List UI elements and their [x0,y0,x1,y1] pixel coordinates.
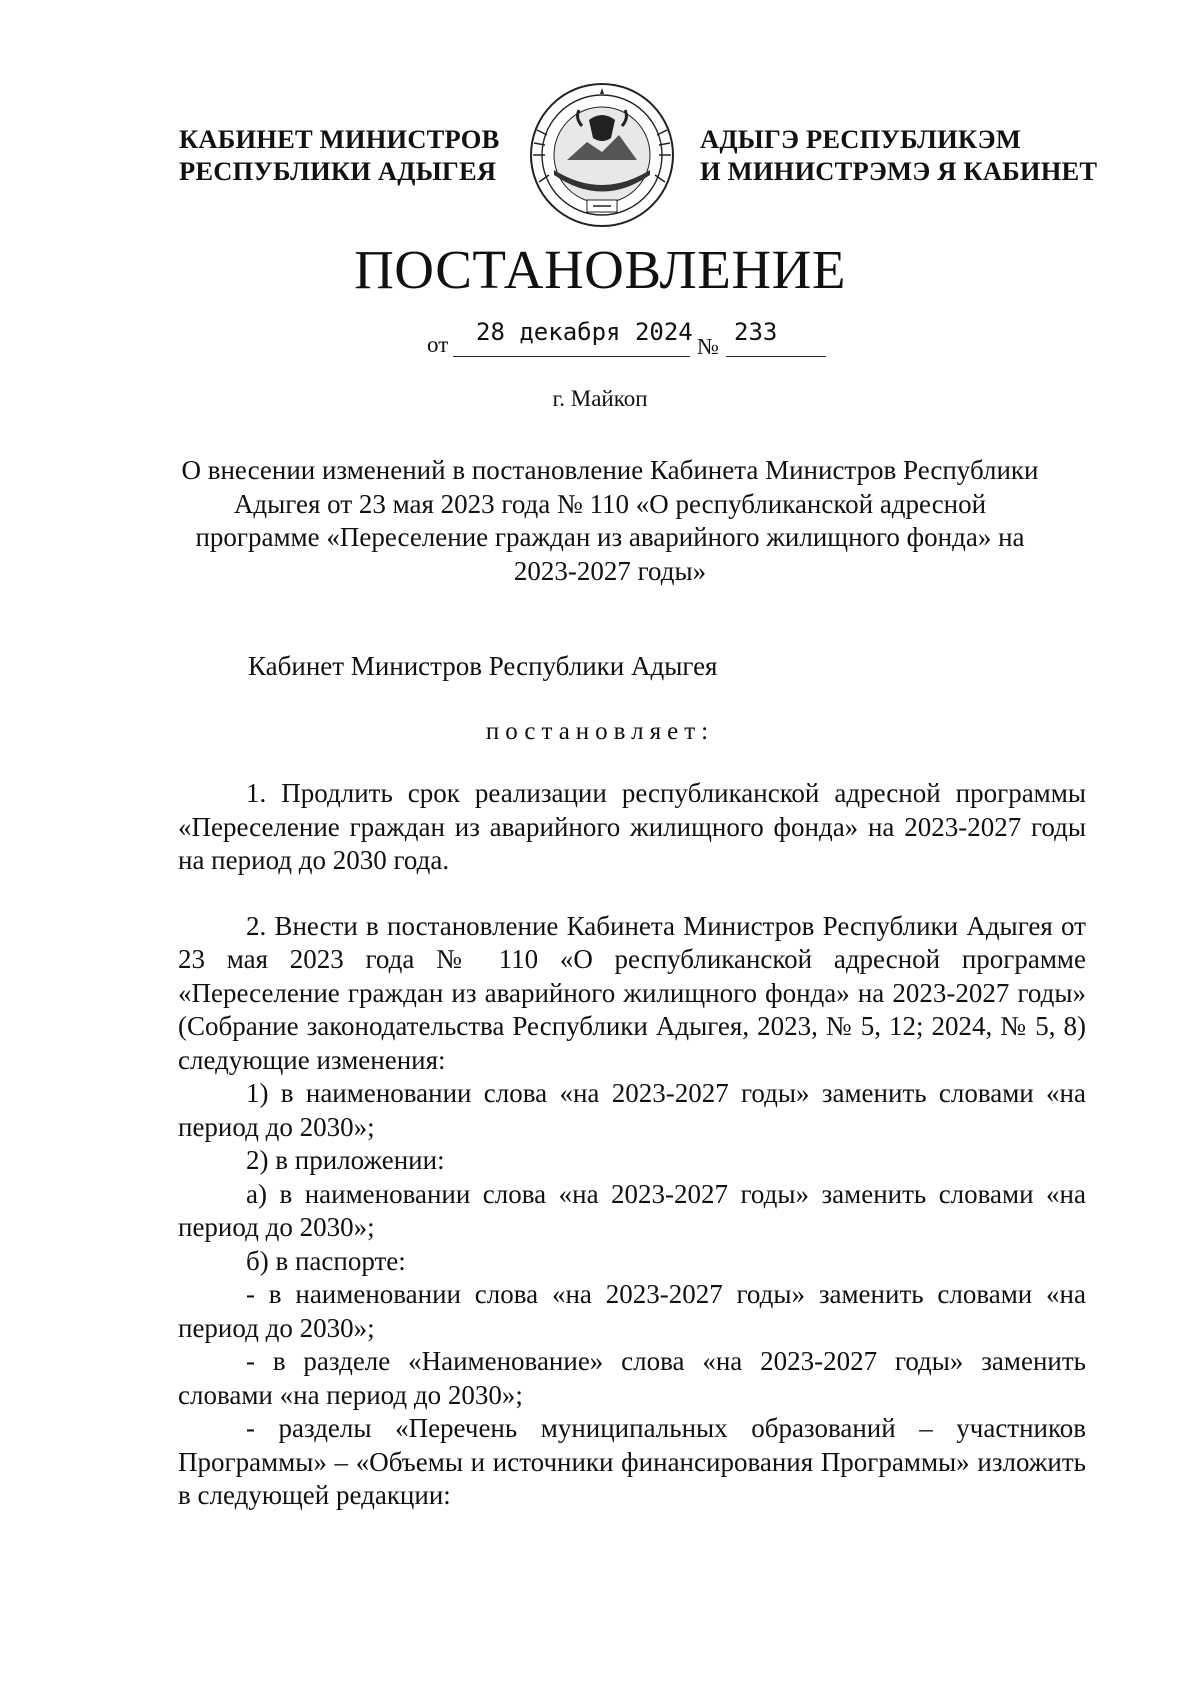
passport-change-2: - в разделе «Наименование» слова «на 2023-2027 годы» заменить словами «на период до 2030»; [178,1346,1086,1410]
number-label: № [697,334,719,359]
issuer-name-adyghe-line2: И МИНИСТРЭМЭ Я КАБИНЕТ [700,156,1098,186]
date-label: от [427,332,449,357]
number-underline [726,356,826,357]
document-date: 28 декабря 2024 [476,318,693,346]
coat-of-arms-icon [527,80,677,230]
subitem-2: 2) в приложении: [246,1145,445,1175]
item-1: 1. Продлить срок реализации республиканской адресной программы «Переселение граждан из аварийного жилищного фонда» на 2023-2027 годы на период до 2030 года. [178,778,1086,875]
issuer-name-russian-line1: КАБИНЕТ МИНИСТРОВ [179,124,500,154]
passport-change-3: - разделы «Перечень муниципальных образований – участников Программы» – «Объемы и источники финансирования Программы» изложить в следующей редакции: [178,1413,1086,1510]
document-body [178,777,1086,1513]
item-2: 2. Внести в постановление Кабинета Министров Республики Адыгея от 23 мая 2023 года № 110 «О республиканской адресной программе «Переселение граждан из аварийного жилищного фонда» на 2023-2027 годы» (Собрание законодательства Республики Адыгея, 2023, № 5, 12; 2024, № 5, 8) следующие изменения: [178,910,1086,1075]
issuer-name-russian [179,123,499,187]
document-title: ПОСТАНОВЛЕНИЕ [354,239,846,300]
document-subject: О внесении изменений в постановление Кабинета Министров Республики Адыгея от 23 мая 2023 года № 110 «О республиканской адресной программе «Переселение граждан из аварийного жилищного фонда» на 2023-2027 годы» [181,455,1039,586]
issuer-name-russian-line2: РЕСПУБЛИКИ АДЫГЕЯ [179,156,497,186]
subitem-1: 1) в наименовании слова «на 2023-2027 годы» заменить словами «на период до 2030»; [178,1078,1086,1142]
issuer-name-adyghe-line1: АДЫГЭ РЕСПУБЛИКЭМ [700,124,1022,154]
preamble: Кабинет Министров Республики Адыгея [248,651,718,681]
date-underline [453,356,690,357]
passport-change-1: - в наименовании слова «на 2023-2027 годы» заменить словами «на период до 2030»; [178,1279,1086,1343]
city: г. Майкоп [552,386,648,411]
subitem-2a: а) в наименовании слова «на 2023-2027 годы» заменить словами «на период до 2030»; [178,1178,1086,1242]
decrees-word: постановляет: [485,718,715,745]
document-number: 233 [734,318,778,346]
subitem-2b: б) в паспорте: [246,1245,406,1276]
date-number-line [0,318,1200,363]
issuer-name-adyghe [700,123,1097,187]
